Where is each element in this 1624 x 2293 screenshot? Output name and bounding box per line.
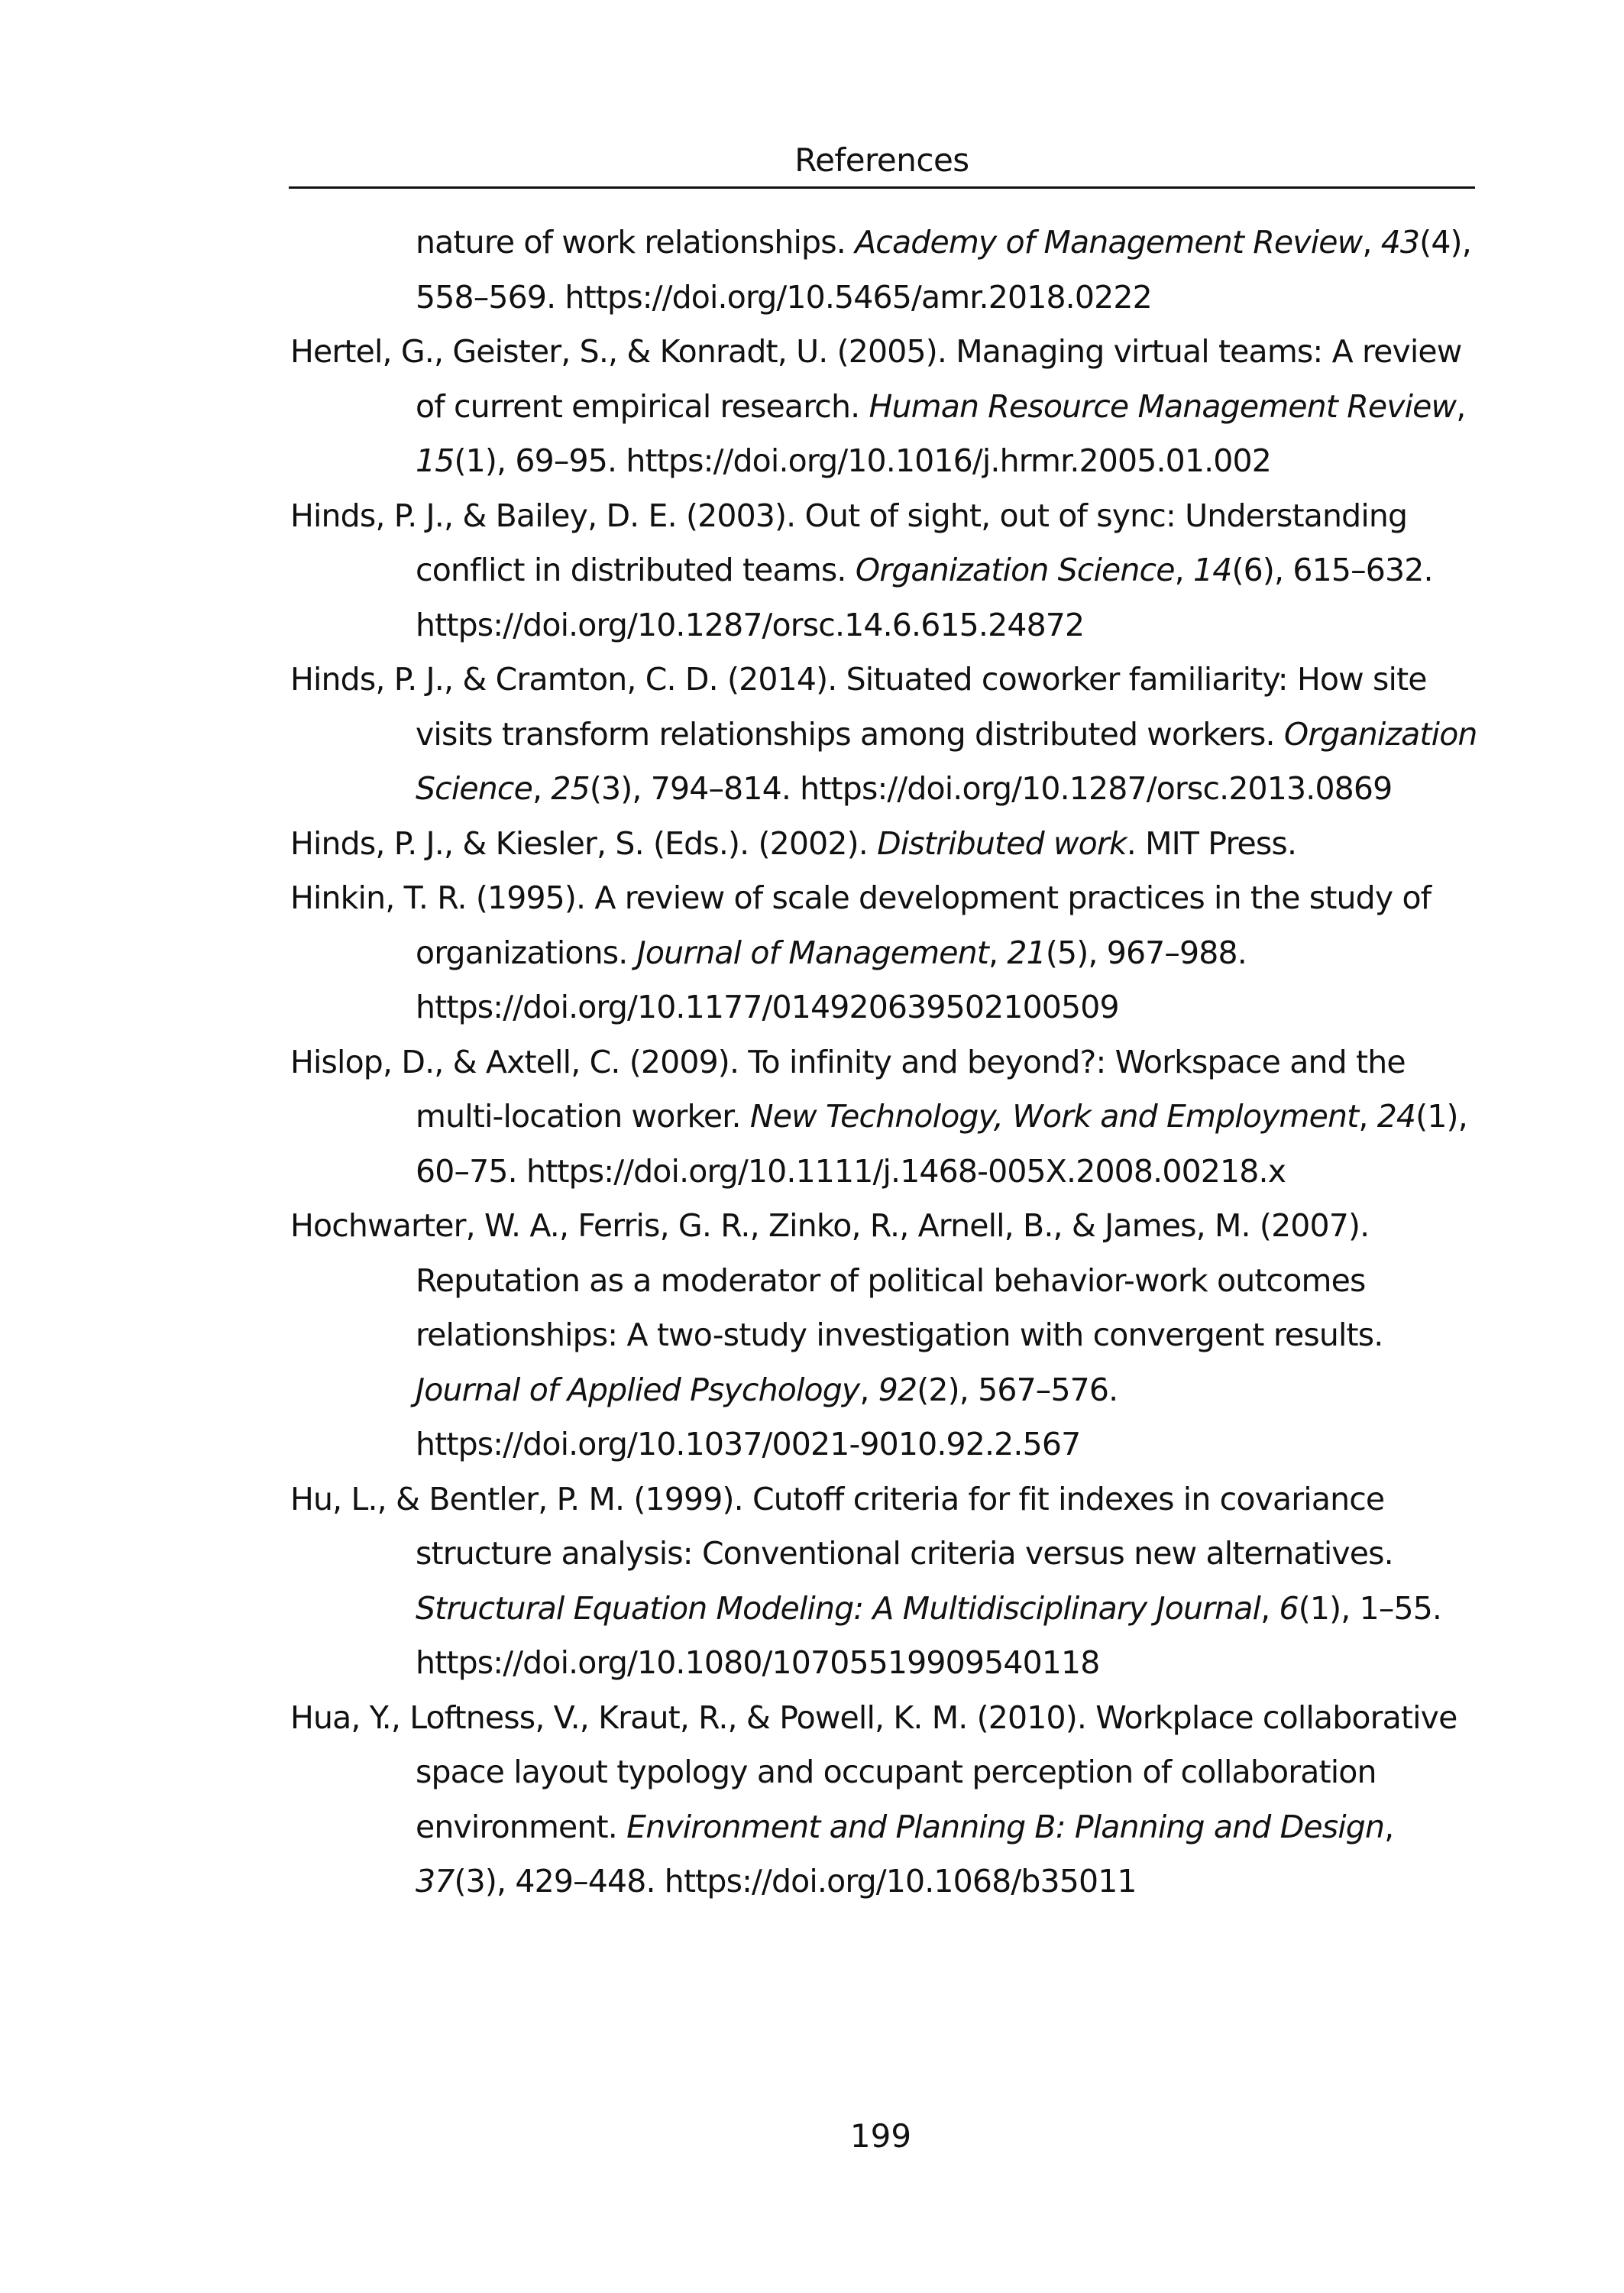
reference-italic-text: 14 <box>1193 552 1232 588</box>
reference-italic-text: 15 <box>416 442 455 479</box>
reference-text: (4), 558–569. https://doi.org/10.5465/amr.2018.0222 <box>416 224 1471 316</box>
reference-text: Hua, Y., Loftness, V., Kraut, R., & Powell, K. M. (2010). Workplace collaborative space layout typology and occupant perception of collaboration environment. <box>290 1699 1457 1845</box>
reference-text: , <box>1362 224 1381 261</box>
reference-text: (2), 567–576. https://doi.org/10.1037/0021-9010.92.2.567 <box>416 1371 1118 1462</box>
reference-italic-text: New Technology, Work and Employment <box>749 1098 1359 1135</box>
reference-entry <box>290 817 1482 872</box>
reference-text: , <box>859 1371 878 1408</box>
reference-italic-text: Journal of Applied Psychology <box>416 1371 860 1408</box>
reference-italic-text: 25 <box>551 770 590 807</box>
reference-italic-text: 43 <box>1380 224 1420 261</box>
reference-text: Hislop, D., & Axtell, C. (2009). To infinity and beyond?: Workspace and the multi-location worker. <box>290 1043 1406 1135</box>
reference-italic-text: Environment and Planning B: Planning and Design <box>626 1808 1385 1845</box>
reference-entry <box>290 1691 1482 1909</box>
reference-text: , <box>1358 1098 1377 1135</box>
reference-entry <box>290 1035 1482 1200</box>
reference-italic-text: 37 <box>416 1863 455 1899</box>
reference-italic-text: 92 <box>878 1371 917 1408</box>
reference-text: Hertel, G., Geister, S., & Konradt, U. (2005). Managing virtual teams: A review of current empirical research. <box>290 333 1462 425</box>
reference-text: , <box>1260 1589 1279 1627</box>
reference-text: Hu, L., & Bentler, P. M. (1999). Cutoff criteria for fit indexes in covariance structure analysis: Conventional criteria versus new alternatives. <box>290 1480 1393 1572</box>
reference-italic-text: Human Resource Management Review <box>869 387 1457 425</box>
reference-entry <box>290 871 1482 1035</box>
reference-italic-text: 24 <box>1377 1098 1416 1135</box>
reference-entry <box>290 489 1482 653</box>
reference-italic-text: Structural Equation Modeling: A Multidisciplinary Journal <box>416 1589 1261 1627</box>
reference-text: Hinkin, T. R. (1995). A review of scale development practices in the study of organizations. <box>290 879 1432 971</box>
reference-text: Hochwarter, W. A., Ferris, G. R., Zinko, R., Arnell, B., & James, M. (2007). Reputation as a moderator of political behavior-work outcomes relationships: A two-study investigation with convergent results. <box>290 1207 1383 1353</box>
reference-italic-text: 21 <box>1007 934 1046 971</box>
reference-text: . MIT Press. <box>1126 824 1297 862</box>
reference-text: (5), 967–988. https://doi.org/10.1177/014920639502100509 <box>416 934 1247 1025</box>
reference-text: , <box>1174 552 1193 588</box>
running-header: References <box>794 141 969 179</box>
page-number: 199 <box>849 2117 912 2155</box>
reference-italic-text: Journal of Management <box>636 934 988 971</box>
reference-text: Hinds, P. J., & Kiesler, S. (Eds.). (2002). <box>290 824 878 862</box>
reference-text: Hinds, P. J., & Cramton, C. D. (2014). Situated coworker familiarity: How site visits transform relationships among distributed workers. <box>290 661 1427 753</box>
reference-entry <box>290 1472 1482 1691</box>
reference-text: (1), 69–95. https://doi.org/10.1016/j.hrmr.2005.01.002 <box>454 442 1271 479</box>
reference-entry-continued <box>290 215 1482 325</box>
header-rule <box>289 186 1475 189</box>
reference-entry <box>290 1199 1482 1472</box>
reference-entry <box>290 653 1482 817</box>
reference-text: nature of work relationships. <box>416 224 856 261</box>
reference-text: (6), 615–632. https://doi.org/10.1287/orsc.14.6.615.24872 <box>416 552 1433 643</box>
reference-text: (1), 1–55. https://doi.org/10.1080/10705519909540118 <box>416 1589 1442 1681</box>
reference-list <box>290 215 1482 1909</box>
reference-text: (3), 429–448. https://doi.org/10.1068/b35011 <box>454 1863 1137 1899</box>
reference-text: (3), 794–814. https://doi.org/10.1287/orsc.2013.0869 <box>589 770 1393 807</box>
reference-text: (1), 60–75. https://doi.org/10.1111/j.1468-005X.2008.00218.x <box>416 1098 1467 1190</box>
reference-entry <box>290 325 1482 489</box>
reference-text: , <box>1456 387 1466 425</box>
reference-italic-text: Distributed work <box>877 824 1127 862</box>
reference-italic-text: Academy of Management Review <box>855 224 1363 261</box>
reference-italic-text: Organization Science <box>416 715 1477 807</box>
reference-italic-text: 6 <box>1279 1589 1299 1627</box>
reference-text: , <box>532 770 552 807</box>
reference-text: , <box>1384 1808 1394 1845</box>
reference-italic-text: Organization Science <box>855 552 1175 588</box>
reference-text: , <box>988 934 1008 971</box>
reference-text: Hinds, P. J., & Bailey, D. E. (2003). Out of sight, out of sync: Understanding conflict in distributed teams. <box>290 497 1408 588</box>
